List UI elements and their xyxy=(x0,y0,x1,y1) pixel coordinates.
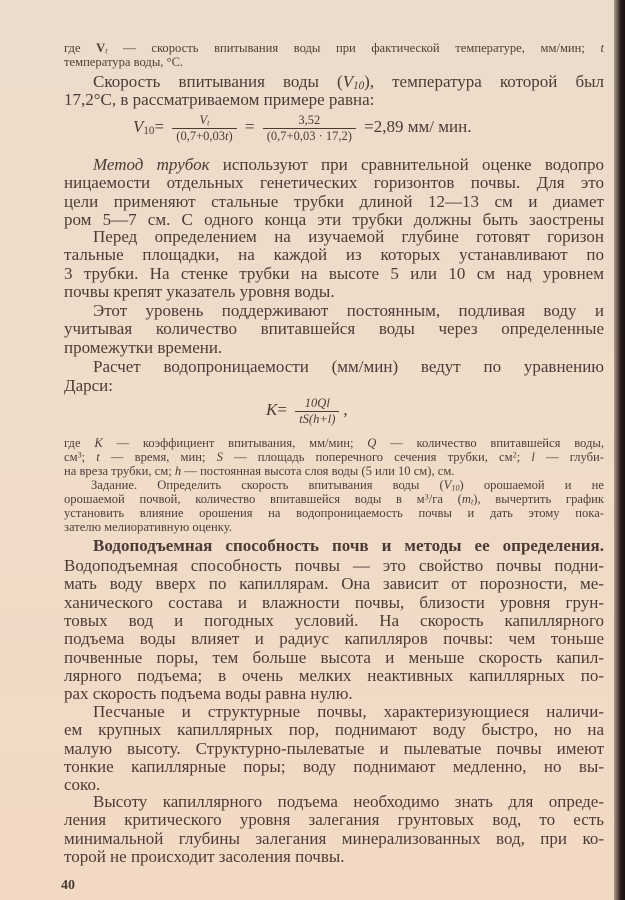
numerator-var: V xyxy=(199,113,208,127)
numerator-sub: t xyxy=(207,118,210,128)
fraction-denominator: (0,7+0,03 · 17,2) xyxy=(266,128,352,143)
text-segment: 3 трубки. На стенке трубки на высоте 5 или 10 см над уровнем xyxy=(64,263,604,283)
text-segment: промежутки времени. xyxy=(64,337,223,357)
text-segment: ром 5—7 см. С одного конца эти трубки должны быть заострены xyxy=(64,209,604,229)
text-segment: установить влияние орошения на водопроницаемость почвы и дать этому пока- xyxy=(64,506,604,520)
text-line xyxy=(64,721,604,738)
fraction-numeric xyxy=(263,114,356,142)
text-line xyxy=(64,493,604,506)
text-segment: /га ( xyxy=(428,492,462,506)
text-segment: Расчет водопроницаемости (мм/мин) ведут по уравнению xyxy=(93,357,604,376)
text-line xyxy=(64,377,604,394)
text-line xyxy=(64,685,604,702)
text-segment: t xyxy=(470,497,474,507)
text-line xyxy=(64,42,604,55)
text-segment: орошаемой почвой, количество впитавшейся воды в м xyxy=(64,492,425,506)
text-segment: Метод трубок xyxy=(93,155,210,174)
text-line xyxy=(64,174,604,191)
text-segment: t xyxy=(105,46,108,56)
formula-lhs: V xyxy=(133,116,144,136)
text-line xyxy=(64,451,604,464)
equals-sign: = xyxy=(244,116,255,136)
text-line xyxy=(64,649,604,666)
text-line xyxy=(64,793,604,810)
fraction-darcy xyxy=(295,397,339,425)
text-segment: Задание. Определить скорость впитывания воды ( xyxy=(91,478,444,492)
page-number: 40 xyxy=(61,878,75,893)
text-line xyxy=(64,283,604,300)
text-line xyxy=(64,740,604,757)
text-line xyxy=(64,630,604,647)
text-line xyxy=(64,557,604,574)
text-segment: — коэффициент впитывания, мм/мин; xyxy=(102,436,368,450)
text-segment: 10 xyxy=(353,80,365,93)
fraction-numerator: 10Ql xyxy=(295,397,339,412)
text-segment: цели применяют стальные трубки длиной 12—13 см и диамет xyxy=(64,191,604,211)
text-segment: Этот уровень поддерживают постоянным, подливая воду и xyxy=(93,301,604,320)
text-line xyxy=(64,437,604,450)
text-segment: мать воду вверх по капиллярам. Она зависит от порозности, ме- xyxy=(64,574,604,594)
text-line xyxy=(64,758,604,775)
text-segment: S xyxy=(216,449,223,464)
text-segment: ), температура которой был xyxy=(364,72,605,91)
text-line xyxy=(64,228,604,245)
text-segment: — скорость впитывания воды при фактической температуре, мм/мин; xyxy=(107,41,601,55)
text-segment: тонкие капиллярные поры; воду поднимают медленно, но вы- xyxy=(64,756,604,776)
formula-comma: , xyxy=(343,399,348,419)
text-line xyxy=(64,703,604,720)
text-segment: 10 xyxy=(451,483,460,493)
text-line xyxy=(64,507,604,520)
text-line xyxy=(64,848,604,865)
text-segment: ханического состава и влажности почвы, близости уровня грун- xyxy=(64,592,604,612)
text-segment: торой не происходит засоления почвы. xyxy=(64,846,345,866)
denominator-var: t xyxy=(225,128,229,143)
text-segment: минимальной глубины залегания минерализованных вод, при ко- xyxy=(64,828,604,848)
text-segment: V xyxy=(443,478,452,492)
text-line xyxy=(64,776,604,793)
text-segment: Высоту капиллярного подъема необходимо знать для опреде- xyxy=(93,792,604,811)
text-segment: ления критического уровня залегания грунтовых вод, то есть xyxy=(64,810,604,830)
text-segment: h xyxy=(174,463,182,478)
text-segment: на вреза трубки, см; xyxy=(64,463,175,478)
text-line xyxy=(64,156,604,173)
text-segment: зателю мелиоративную оценку. xyxy=(64,520,232,534)
text-line xyxy=(64,320,604,337)
text-segment: — площадь поперечного сечения трубки, см xyxy=(222,449,513,464)
text-segment: Водоподъемная способность почв и методы ее определения. xyxy=(93,536,604,555)
text-segment: ) орошаемой и не xyxy=(459,478,604,492)
text-line xyxy=(64,594,604,611)
denominator-a: (0,7+0,03 xyxy=(176,128,225,143)
text-segment: рах скорость подъема воды равна нулю. xyxy=(64,684,353,704)
text-segment: тальные площадки, на каждой из которых устанавливают по xyxy=(64,245,604,265)
text-segment: 17,2°С, в рассматриваемом примере равна: xyxy=(64,90,375,110)
text-line xyxy=(64,72,605,93)
equals-sign: = xyxy=(277,399,287,419)
text-line xyxy=(64,56,604,69)
fraction-denominator xyxy=(172,129,236,143)
text-line xyxy=(64,193,604,210)
text-segment: где xyxy=(64,436,95,450)
text-segment: m xyxy=(461,492,471,506)
fraction-numerator: 3,52 xyxy=(263,114,356,129)
text-segment: температура воды, °С. xyxy=(64,55,184,69)
text-line xyxy=(64,211,604,228)
book-spine-shadow xyxy=(614,0,625,900)
text-line xyxy=(64,302,604,319)
text-segment: Дарси: xyxy=(64,375,114,395)
text-segment: 2 xyxy=(512,450,517,460)
text-segment: соко. xyxy=(64,775,101,795)
formula-darcy xyxy=(266,397,348,425)
section-heading xyxy=(64,537,604,554)
text-segment: ; xyxy=(81,449,97,464)
text-line xyxy=(64,612,604,629)
text-segment: Скорость впитывания воды ( xyxy=(93,72,343,91)
formula-lhs: K xyxy=(266,399,278,419)
text-segment: Q xyxy=(367,436,377,450)
text-segment: 3 xyxy=(77,450,82,460)
equals-sign: = xyxy=(154,116,165,136)
text-segment: где xyxy=(64,41,97,55)
text-segment: ), вычертить график xyxy=(473,492,604,506)
text-line xyxy=(64,246,604,263)
text-line xyxy=(64,91,604,108)
text-line xyxy=(64,575,604,592)
text-segment: подъема воды влияет и радиус капилляров почвы: чем тоньше xyxy=(64,629,604,649)
denominator-b: ) xyxy=(228,128,233,143)
text-line xyxy=(64,521,604,534)
formula-lhs-sub: 10 xyxy=(143,125,155,138)
text-segment: ницаемости отдельных генетических горизонтов почвы. Для это xyxy=(64,173,604,193)
text-segment: — время, мин; xyxy=(99,449,217,464)
text-line xyxy=(64,811,604,828)
text-segment: лярного подъема; в очень мелких неактивных капиллярных по- xyxy=(64,665,604,685)
text-segment: см xyxy=(64,449,78,464)
formula-v10 xyxy=(133,114,471,142)
text-segment: t xyxy=(600,41,605,55)
fraction-general xyxy=(172,114,236,142)
text-segment: почвенные поры, тем больше высота и меньше скорость капил- xyxy=(64,647,604,667)
text-segment: малую высоту. Структурно-пылеватые и пылеватые почвы имеют xyxy=(64,738,604,758)
fraction-denominator: tS(h+l) xyxy=(299,411,336,426)
text-segment: 3 xyxy=(424,492,429,502)
text-line xyxy=(64,358,604,375)
text-line xyxy=(64,667,604,684)
text-segment: учитывая количество впитавшейся воды через определенные xyxy=(64,319,604,339)
text-line xyxy=(64,339,604,356)
text-line xyxy=(64,830,604,847)
text-line xyxy=(64,465,604,478)
text-segment: V xyxy=(342,72,354,91)
text-segment: товых вод и погодных условий. На скорость капиллярного xyxy=(64,610,604,630)
text-segment: почвы крепят указатель уровня воды. xyxy=(64,281,335,301)
text-segment: — количество впитавшейся воды, xyxy=(376,436,605,450)
text-segment: используют при сравнительной оценке водопро xyxy=(209,155,604,174)
text-segment: t xyxy=(96,449,100,464)
fraction-numerator xyxy=(172,114,236,129)
text-segment: — глуби- xyxy=(534,449,604,464)
text-segment: ; xyxy=(516,449,532,464)
text-segment: Водоподъемная способность почвы — это свойство почвы подни- xyxy=(64,556,604,575)
text-segment: — постоянная высота слоя воды (5 или 10 см), см. xyxy=(181,463,455,478)
text-line xyxy=(64,479,604,492)
text-segment: Песчаные и структурные почвы, характеризующиеся наличи- xyxy=(93,702,604,721)
text-segment: Перед определением на изучаемой глубине готовят горизон xyxy=(93,227,604,246)
text-segment: K xyxy=(94,436,103,450)
text-segment: ем крупных капиллярных пор, поднимают воду быстро, но на xyxy=(64,720,604,740)
text-line xyxy=(64,265,604,282)
formula-result: =2,89 мм/ мин. xyxy=(364,116,472,136)
text-segment: V xyxy=(96,41,106,55)
text-segment: l xyxy=(531,449,535,464)
